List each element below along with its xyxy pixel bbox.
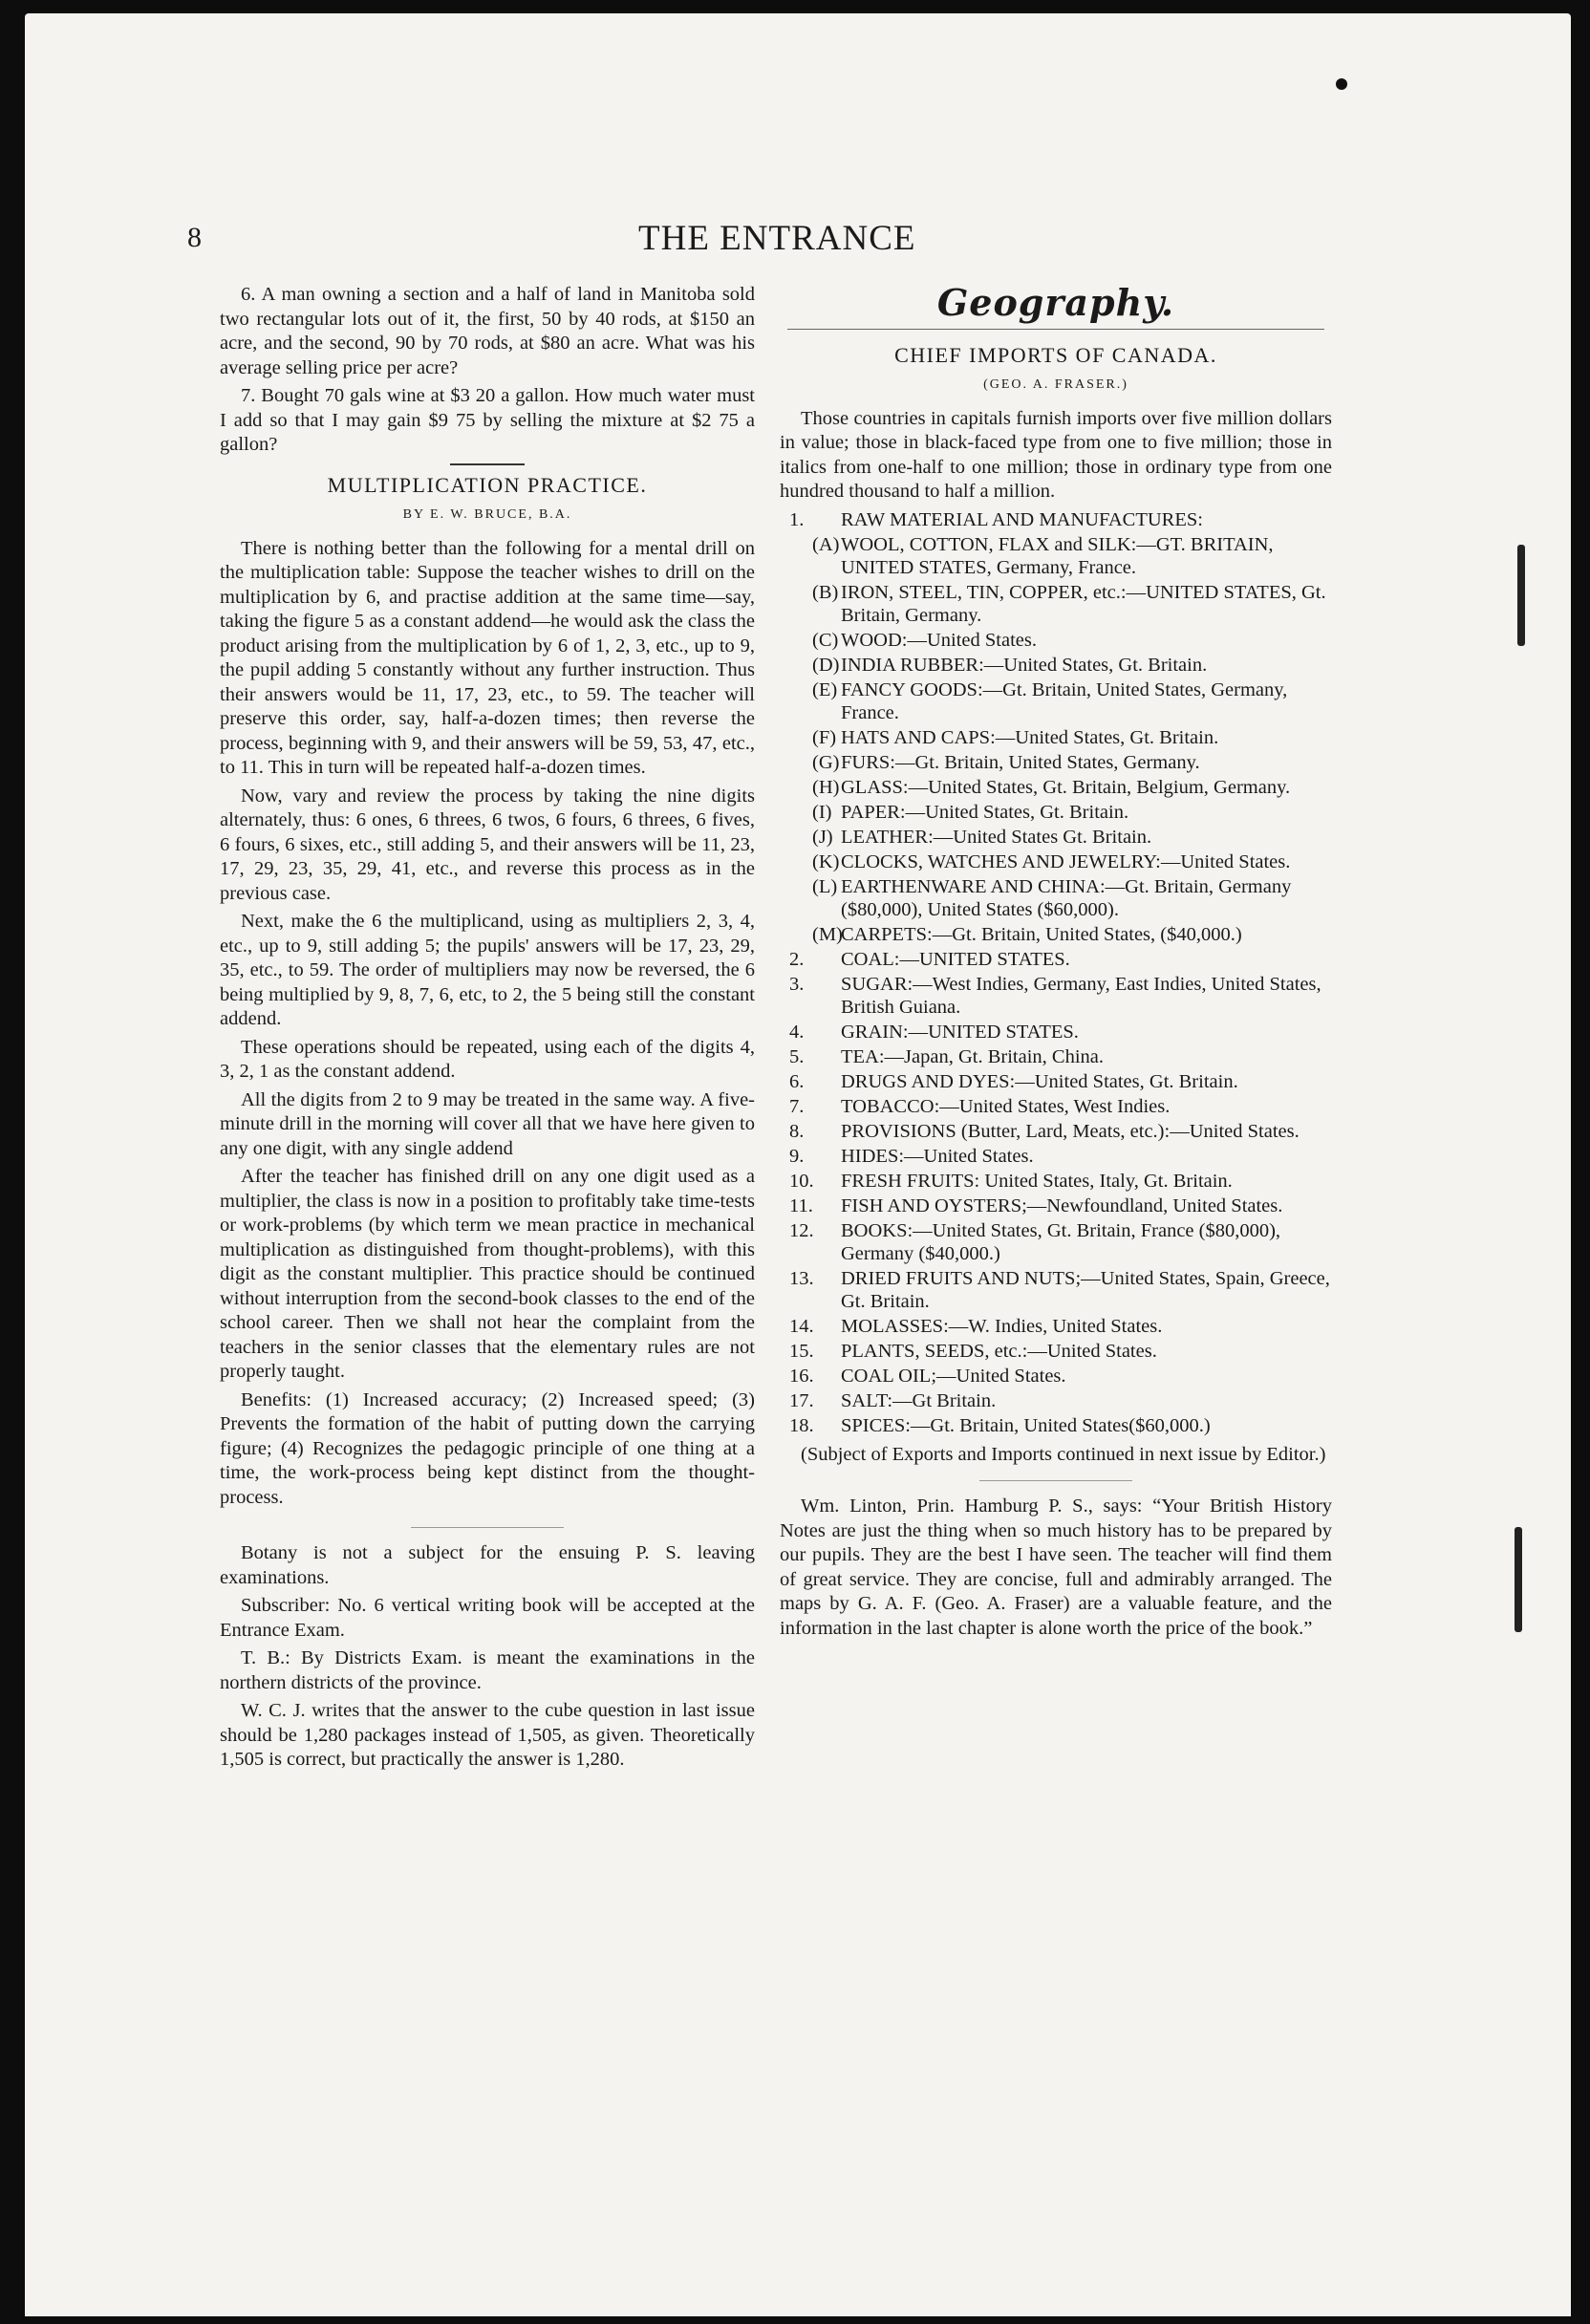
heading-rule	[787, 329, 1324, 330]
left-column	[220, 283, 755, 1776]
import-item-text: CARPETS:—Gt. Britain, United States, ($40,000.)	[841, 923, 1242, 945]
article-paragraph: All the digits from 2 to 9 may be treated in the same way. A five-minute drill in the morning will cover all that we have here given to any one digit, with any single addend	[220, 1088, 755, 1159]
continued-note: (Subject of Exports and Imports continued in next issue by Editor.)	[801, 1443, 1326, 1465]
import-item	[780, 1021, 1332, 1044]
editorial-note: Subscriber: No. 6 vertical writing book will be accepted at the Entrance Exam.	[220, 1595, 755, 1641]
article-paragraph: These operations should be repeated, using each of the digits 4, 3, 2, 1 as the constant addend.	[220, 1036, 755, 1082]
import-item-text: COAL:—UNITED STATES.	[841, 948, 1070, 970]
import-item	[780, 1120, 1332, 1143]
import-item-marker: 14.	[789, 1315, 814, 1337]
import-item	[780, 751, 1332, 774]
import-item-marker: 1.	[789, 508, 805, 530]
problem-7: 7. Bought 70 gals wine at $3 20 a gallon. How much water must I add so that I may gain $9 75 by selling the mixture at $2 75 a gallon?	[220, 385, 755, 455]
import-item	[780, 948, 1332, 971]
margin-mark	[1517, 545, 1525, 646]
article-byline: BY E. W. BRUCE, B.A.	[402, 507, 572, 522]
import-item-marker: 2.	[789, 948, 805, 970]
editorial-note: W. C. J. writes that the answer to the cube question in last issue should be 1,280 packages instead of 1,505, as given. Theoretically 1,505 is correct, but practically the answer is 1,280.	[220, 1700, 755, 1770]
import-item	[780, 923, 1332, 946]
import-item-marker: (A)	[812, 533, 840, 555]
testimonial: Wm. Linton, Prin. Hamburg P. S., says: “Your British History Notes are just the thing when so much history has to be prepared by our pupils. They are the best I have seen. The teacher will find them of great service. They are concise, full and admirably arranged. The maps by G. A. F. (Geo. A. Fraser) are a valuable feature, and the information in the last chapter is alone worth the price of the book.”	[780, 1496, 1332, 1639]
running-head	[25, 214, 1571, 262]
imports-list	[780, 508, 1332, 1437]
import-item-text: CLOCKS, WATCHES AND JEWELRY:—United States.	[841, 850, 1291, 872]
margin-mark	[1515, 1527, 1522, 1632]
import-item	[780, 826, 1332, 849]
import-item-marker: (C)	[812, 629, 839, 651]
import-item-text: PAPER:—United States, Gt. Britain.	[841, 801, 1129, 823]
import-item	[780, 973, 1332, 1019]
import-item	[780, 1170, 1332, 1193]
import-item	[780, 508, 1332, 531]
import-item-marker: 17.	[789, 1389, 814, 1411]
import-item-text: FRESH FRUITS: United States, Italy, Gt. Britain.	[841, 1170, 1233, 1192]
import-item-text: LEATHER:—United States Gt. Britain.	[841, 826, 1152, 848]
import-item-marker: 10.	[789, 1170, 814, 1192]
import-item-marker: 8.	[789, 1120, 805, 1142]
import-item-text: DRUGS AND DYES:—United States, Gt. Britain.	[841, 1070, 1238, 1092]
import-item-marker: 9.	[789, 1145, 805, 1167]
page-number: 8	[187, 222, 202, 253]
notes-divider	[411, 1527, 564, 1528]
import-item-text: PLANTS, SEEDS, etc.:—United States.	[841, 1340, 1157, 1362]
import-item-marker: (I)	[812, 801, 832, 823]
import-item	[780, 1194, 1332, 1217]
import-item-marker: 5.	[789, 1045, 805, 1067]
import-item-text: MOLASSES:—W. Indies, United States.	[841, 1315, 1163, 1337]
import-item-text: HATS AND CAPS:—United States, Gt. Britain.	[841, 726, 1219, 748]
import-item	[780, 654, 1332, 677]
import-item-marker: 16.	[789, 1365, 814, 1387]
import-item-marker: (E)	[812, 678, 838, 700]
journal-title: THE ENTRANCE	[638, 219, 916, 258]
import-item-text: GLASS:—United States, Gt. Britain, Belgium, Germany.	[841, 776, 1291, 798]
import-item-marker: (J)	[812, 826, 833, 848]
import-item	[780, 1267, 1332, 1313]
import-item-text: WOOL, COTTON, FLAX and SILK:—GT. BRITAIN, UNITED STATES, Germany, France.	[841, 533, 1274, 578]
import-item	[780, 1095, 1332, 1118]
import-item-text: SALT:—Gt Britain.	[841, 1389, 997, 1411]
ink-spot	[1336, 78, 1347, 90]
import-item-marker: 15.	[789, 1340, 814, 1362]
import-item-marker: (M)	[812, 923, 843, 945]
import-item-text: PROVISIONS (Butter, Lard, Meats, etc.):—United States.	[841, 1120, 1300, 1142]
import-item	[780, 678, 1332, 724]
import-item-marker: (D)	[812, 654, 840, 676]
scanned-page	[25, 13, 1571, 2316]
import-item	[780, 629, 1332, 652]
imports-title: CHIEF IMPORTS OF CANADA.	[894, 342, 1217, 367]
imports-byline: (GEO. A. FRASER.)	[983, 377, 1128, 392]
import-item-marker: 11.	[789, 1194, 813, 1216]
import-item-marker: 6.	[789, 1070, 805, 1092]
import-item-text: COAL OIL;—United States.	[841, 1365, 1066, 1387]
import-item-text: SUGAR:—West Indies, Germany, East Indies, United States, British Guiana.	[841, 973, 1321, 1018]
import-item-text: TOBACCO:—United States, West Indies.	[841, 1095, 1171, 1117]
import-item	[780, 1070, 1332, 1093]
section-heading-geography: Geography.	[936, 281, 1175, 324]
import-item-marker: (H)	[812, 776, 840, 798]
import-item-text: EARTHENWARE AND CHINA:—Gt. Britain, Germany ($80,000), United States ($60,000).	[841, 875, 1292, 920]
import-item-text: WOOD:—United States.	[841, 629, 1037, 651]
article-title: MULTIPLICATION PRACTICE.	[327, 472, 648, 497]
import-item-text: HIDES:—United States.	[841, 1145, 1034, 1167]
import-item	[780, 1365, 1332, 1388]
import-item	[780, 801, 1332, 824]
import-item	[780, 1414, 1332, 1437]
import-item-marker: (B)	[812, 581, 839, 603]
import-item-text: FURS:—Gt. Britain, United States, Germany.	[841, 751, 1200, 773]
right-column	[780, 281, 1332, 1645]
import-item-marker: 13.	[789, 1267, 814, 1289]
article-paragraph: There is nothing better than the following for a mental drill on the multiplication table: Suppose the teacher wishes to drill on the multiplication by 6, and practise addition at the same time—say, taking the figure 5 as a constant addend—he would ask the class the product arising from the multiplication by 6 of 1, 2, 3, etc., up to 9, the pupil adding 5 constantly without any further instruction. Thus their answers would be 11, 17, 23, etc., to 59. The teacher will preserve this order, say, half-a-dozen times; then reverse the process, beginning with 9, and their answers will be 59, 53, 47, etc., to 11. This in turn will be repeated half-a-dozen times.	[220, 537, 755, 778]
import-item	[780, 1145, 1332, 1168]
import-item	[780, 1389, 1332, 1412]
import-item-text: BOOKS:—United States, Gt. Britain, France ($80,000), Germany ($40,000.)	[841, 1219, 1281, 1264]
import-item-text: FISH AND OYSTERS;—Newfoundland, United States.	[841, 1194, 1283, 1216]
import-item-marker: (G)	[812, 751, 840, 773]
import-item-marker: 3.	[789, 973, 805, 995]
import-item-marker: 18.	[789, 1414, 814, 1436]
article-paragraph: After the teacher has finished drill on any one digit used as a multiplier, the class is now in a position to profitably take time-tests or work-problems (by which term we mean practice in mechanical multiplication as distinguished from thought-problems), with this digit as the constant multiplier. This practice should be continued without interruption from the second-book classes to the end of the school career. Then we shall not hear the complaint from the teachers in the senior classes that the elementary rules are not properly taught.	[220, 1166, 755, 1382]
article-paragraph: Now, vary and review the process by taking the nine digits alternately, thus: 6 ones, 6 threes, 6 twos, 6 fours, 6 threes, 6 fives, 6 fours, 6 sixes, etc., still adding 5, and their answers will be 11, 23, 17, 29, 23, 35, 29, 41, etc., and reverse this process as in the previous case.	[220, 785, 755, 904]
editorial-note: Botany is not a subject for the ensuing P. S. leaving examinations.	[220, 1542, 755, 1588]
import-item	[780, 1315, 1332, 1338]
import-item	[780, 1340, 1332, 1363]
import-item-marker: (K)	[812, 850, 840, 872]
import-item-text: GRAIN:—UNITED STATES.	[841, 1021, 1079, 1043]
import-item	[780, 581, 1332, 627]
article-paragraph: Benefits: (1) Increased accuracy; (2) Increased speed; (3) Prevents the formation of the habit of putting down the carrying figure; (4) Recognizes the pedagogic principle of one thing at a time, the work-process being kept distinct from the thought-process.	[220, 1388, 755, 1508]
import-item	[780, 533, 1332, 579]
import-item	[780, 850, 1332, 873]
import-item-text: TEA:—Japan, Gt. Britain, China.	[841, 1045, 1104, 1067]
import-item	[780, 1045, 1332, 1068]
import-item-marker: 7.	[789, 1095, 805, 1117]
import-item	[780, 1219, 1332, 1265]
article-paragraph: Next, make the 6 the multiplicand, using as multipliers 2, 3, 4, etc., up to 9, still adding 5; the pupils' answers will be 17, 23, 29, 35, etc., to 59. The order of multipliers may now be reversed, the 6 being multiplied by 9, 8, 7, 6, etc, to 2, the 5 being still the constant addend.	[220, 911, 755, 1029]
import-item-marker: (F)	[812, 726, 837, 748]
import-item-marker: 4.	[789, 1021, 805, 1043]
problem-6: 6. A man owning a section and a half of land in Manitoba sold two rectangular lots out of it, the first, 50 by 40 rods, at $150 an acre, and the second, 90 by 70 rods, at $80 an acre. What was his average selling price per acre?	[220, 284, 755, 378]
testimonial-divider	[979, 1480, 1132, 1481]
editorial-note: T. B.: By Districts Exam. is meant the examinations in the northern districts of the province.	[220, 1647, 755, 1693]
section-divider	[450, 463, 525, 465]
import-item-text: DRIED FRUITS AND NUTS;—United States, Spain, Greece, Gt. Britain.	[841, 1267, 1330, 1312]
import-item-marker: 12.	[789, 1219, 814, 1241]
import-item-text: FANCY GOODS:—Gt. Britain, United States, Germany, France.	[841, 678, 1288, 723]
import-item-text: RAW MATERIAL AND MANUFACTURES:	[841, 508, 1203, 530]
import-item-text: INDIA RUBBER:—United States, Gt. Britain.	[841, 654, 1208, 676]
import-item	[780, 875, 1332, 921]
import-item	[780, 776, 1332, 799]
import-item-text: SPICES:—Gt. Britain, United States($60,000.)	[841, 1414, 1211, 1436]
import-item-marker: (L)	[812, 875, 838, 897]
import-item-text: IRON, STEEL, TIN, COPPER, etc.:—UNITED STATES, Gt. Britain, Germany.	[841, 581, 1326, 626]
import-item	[780, 726, 1332, 749]
imports-intro: Those countries in capitals furnish imports over five million dollars in value; those in black-faced type from one to five million; those in italics from one-half to one million; those in ordinary type from one hundred thousand to half a million.	[780, 407, 1332, 502]
